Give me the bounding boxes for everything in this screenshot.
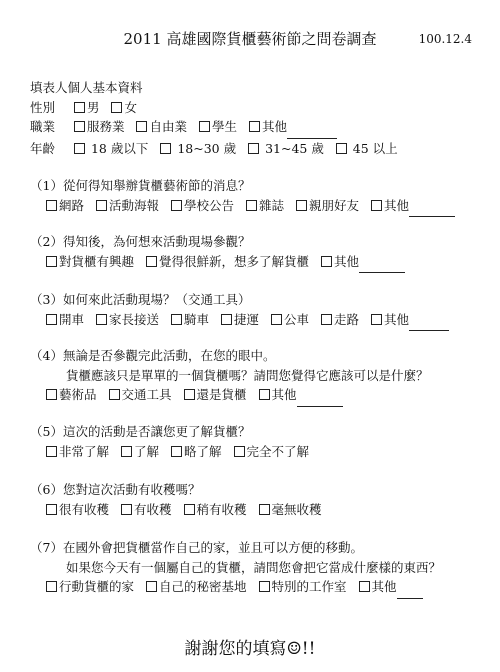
option[interactable] bbox=[184, 502, 247, 517]
checkbox[interactable] bbox=[234, 446, 245, 457]
age-option-31-45[interactable] bbox=[248, 141, 324, 156]
option-label: 網路 bbox=[59, 197, 85, 213]
checkbox[interactable] bbox=[259, 504, 270, 515]
option-label: 覺得很鮮新，想多了解貨櫃 bbox=[159, 253, 310, 269]
checkbox[interactable] bbox=[171, 314, 182, 325]
option-other[interactable] bbox=[371, 312, 449, 327]
option-label: 藝術品 bbox=[59, 387, 97, 402]
option[interactable] bbox=[221, 312, 259, 327]
basic-info-heading: 填表人個人基本資料 bbox=[30, 80, 143, 95]
option[interactable] bbox=[259, 579, 347, 594]
question-text: （7）在國外會把貨櫃當作自己的家，並且可以方便的移動。 bbox=[30, 540, 363, 555]
checkbox[interactable] bbox=[46, 504, 57, 515]
option[interactable] bbox=[121, 444, 159, 459]
option[interactable] bbox=[184, 387, 247, 402]
checkbox[interactable] bbox=[359, 581, 370, 592]
checkbox[interactable] bbox=[46, 314, 57, 325]
option[interactable] bbox=[96, 198, 159, 213]
checkbox[interactable] bbox=[136, 121, 147, 132]
option-label: 交通工具 bbox=[121, 387, 172, 402]
option-label: 學生 bbox=[211, 119, 237, 134]
question-subtext: 如果您今天有一個屬自己的貨櫃，請問您會把它當成什麼樣的東西？ bbox=[66, 559, 442, 575]
question-options bbox=[30, 442, 317, 462]
checkbox[interactable] bbox=[111, 102, 122, 113]
option-label: 其他 bbox=[371, 579, 397, 594]
gender-row bbox=[30, 98, 406, 118]
question-text: （1）從何得知舉辦貨櫃藝術節的消息？ bbox=[30, 178, 251, 193]
fill-in-blank[interactable] bbox=[409, 311, 449, 332]
option-label: 公車 bbox=[284, 311, 310, 327]
option-label: 自己的秘密基地 bbox=[159, 579, 247, 594]
option-label: 毫無收穫 bbox=[271, 501, 322, 517]
checkbox[interactable] bbox=[221, 314, 232, 325]
checkbox[interactable] bbox=[371, 200, 382, 211]
option-other[interactable] bbox=[371, 198, 455, 213]
checkbox[interactable] bbox=[109, 389, 120, 400]
checkbox[interactable] bbox=[246, 200, 257, 211]
question-options bbox=[30, 196, 463, 218]
checkbox[interactable] bbox=[296, 200, 307, 211]
option[interactable] bbox=[121, 502, 172, 517]
option-label: 18 歲以下 bbox=[90, 140, 149, 156]
option[interactable] bbox=[146, 579, 247, 594]
question-options bbox=[30, 252, 413, 274]
option[interactable] bbox=[259, 502, 322, 517]
checkbox[interactable] bbox=[46, 581, 57, 592]
gender-option-female[interactable] bbox=[111, 100, 137, 115]
question-subtext: 貨櫃應該只是單單的一個貨櫃嗎？請問您覺得它應該可以是什麼？ bbox=[66, 367, 429, 383]
option-label: 雜誌 bbox=[259, 197, 285, 213]
question-5 bbox=[30, 422, 317, 461]
option[interactable] bbox=[46, 387, 97, 402]
option-label: 行動貨櫃的家 bbox=[59, 579, 135, 594]
job-option-student[interactable] bbox=[199, 119, 237, 134]
checkbox[interactable] bbox=[184, 389, 195, 400]
checkbox[interactable] bbox=[46, 256, 57, 267]
option[interactable] bbox=[146, 254, 309, 269]
option-label: 自由業 bbox=[149, 119, 187, 134]
checkbox[interactable] bbox=[74, 143, 85, 154]
age-row bbox=[30, 139, 406, 159]
page-title: 2011 高雄國際貨櫃藝術節之問卷調查 bbox=[123, 30, 377, 48]
option-label: 女 bbox=[124, 99, 137, 115]
checkbox[interactable] bbox=[46, 200, 57, 211]
option-label: 家長接送 bbox=[109, 311, 160, 327]
question-6 bbox=[30, 480, 330, 519]
option-label: 有收穫 bbox=[134, 501, 172, 517]
question-3 bbox=[30, 290, 457, 331]
option-label: 開車 bbox=[59, 311, 85, 327]
option-label: 捷運 bbox=[234, 311, 260, 327]
checkbox[interactable] bbox=[371, 314, 382, 325]
option-label: 其他 bbox=[261, 119, 287, 134]
fill-in-blank[interactable] bbox=[397, 578, 423, 599]
checkbox[interactable] bbox=[271, 314, 282, 325]
question-text: （3）如何來此活動現場？（交通工具） bbox=[30, 292, 251, 307]
option-label: 特別的工作室 bbox=[271, 579, 347, 594]
checkbox[interactable] bbox=[249, 121, 260, 132]
checkbox[interactable] bbox=[184, 504, 195, 515]
checkbox[interactable] bbox=[321, 314, 332, 325]
option-label: 31~45 歲 bbox=[265, 140, 324, 156]
checkbox[interactable] bbox=[248, 143, 259, 154]
checkbox[interactable] bbox=[74, 121, 85, 132]
checkbox[interactable] bbox=[96, 200, 107, 211]
checkbox[interactable] bbox=[160, 143, 171, 154]
option-label: 還是貨櫃 bbox=[196, 387, 247, 402]
question-7 bbox=[30, 538, 441, 599]
option-label: 非常了解 bbox=[59, 443, 110, 459]
option-label: 18~30 歲 bbox=[177, 140, 237, 156]
option[interactable] bbox=[46, 444, 109, 459]
option[interactable] bbox=[46, 579, 134, 594]
option[interactable] bbox=[171, 312, 209, 327]
option[interactable] bbox=[171, 444, 222, 459]
checkbox[interactable] bbox=[74, 102, 85, 113]
checkbox[interactable] bbox=[121, 446, 132, 457]
age-option-over-45[interactable] bbox=[336, 141, 398, 156]
question-options bbox=[30, 385, 429, 407]
option-label: 其他 bbox=[271, 387, 297, 402]
option-label: 其他 bbox=[384, 197, 410, 213]
fill-in-blank[interactable] bbox=[297, 386, 343, 407]
checkbox[interactable] bbox=[46, 446, 57, 457]
question-2 bbox=[30, 232, 413, 273]
option-label: 很有收穫 bbox=[59, 501, 110, 517]
checkbox[interactable] bbox=[171, 200, 182, 211]
job-option-freelance[interactable] bbox=[136, 119, 187, 134]
question-text: （2）得知後，為何想來活動現場參觀？ bbox=[30, 234, 251, 249]
thank-you-message: 謝謝您的填寫☺!! bbox=[184, 639, 316, 659]
question-text: （5）這次的活動是否讓您更了解貨櫃？ bbox=[30, 424, 251, 439]
checkbox[interactable] bbox=[259, 389, 270, 400]
option[interactable] bbox=[46, 312, 84, 327]
gender-option-male[interactable] bbox=[74, 100, 100, 115]
checkbox[interactable] bbox=[46, 389, 57, 400]
question-text: （6）您對這次活動有收穫嗎？ bbox=[30, 482, 201, 497]
option[interactable] bbox=[109, 387, 172, 402]
age-label: 年齡 bbox=[30, 140, 56, 156]
option[interactable] bbox=[246, 198, 284, 213]
survey-date: 100.12.4 bbox=[418, 32, 472, 46]
option-other[interactable] bbox=[259, 387, 343, 402]
question-options bbox=[30, 500, 330, 520]
question-options bbox=[30, 577, 441, 599]
option-label: 其他 bbox=[384, 311, 410, 327]
option-label: 完全不了解 bbox=[246, 443, 310, 459]
checkbox[interactable] bbox=[199, 121, 210, 132]
question-text: （4）無論是否參觀完此活動，在您的眼中。 bbox=[30, 348, 276, 363]
question-4 bbox=[30, 346, 429, 407]
option-other[interactable] bbox=[359, 579, 423, 594]
option-other[interactable] bbox=[321, 254, 405, 269]
option[interactable] bbox=[96, 312, 159, 327]
question-1 bbox=[30, 176, 463, 217]
option-label: 活動海報 bbox=[109, 197, 160, 213]
job-row bbox=[30, 117, 406, 139]
fill-in-blank[interactable] bbox=[409, 197, 455, 218]
checkbox[interactable] bbox=[336, 143, 347, 154]
option[interactable] bbox=[46, 198, 84, 213]
checkbox[interactable] bbox=[259, 581, 270, 592]
option[interactable] bbox=[271, 312, 309, 327]
option-label: 騎車 bbox=[184, 311, 210, 327]
gender-label: 性別 bbox=[30, 99, 56, 115]
age-option-18-30[interactable] bbox=[160, 141, 236, 156]
option-label: 了解 bbox=[134, 443, 160, 459]
basic-info-section bbox=[30, 78, 406, 158]
checkbox[interactable] bbox=[321, 256, 332, 267]
checkbox[interactable] bbox=[146, 581, 157, 592]
option-label: 對貨櫃有興趣 bbox=[59, 253, 135, 269]
job-option-other[interactable] bbox=[249, 119, 337, 134]
option-label: 略了解 bbox=[184, 443, 222, 459]
option-label: 親朋好友 bbox=[309, 197, 360, 213]
checkbox[interactable] bbox=[121, 504, 132, 515]
option-label: 稍有收穫 bbox=[196, 501, 247, 517]
option-label: 走路 bbox=[334, 311, 360, 327]
job-label: 職業 bbox=[30, 119, 56, 134]
checkbox[interactable] bbox=[171, 446, 182, 457]
option[interactable] bbox=[46, 254, 134, 269]
option-label: 其他 bbox=[334, 253, 360, 269]
option[interactable] bbox=[171, 198, 234, 213]
job-option-service[interactable] bbox=[74, 119, 125, 134]
age-option-under-18[interactable] bbox=[74, 141, 148, 156]
checkbox[interactable] bbox=[96, 314, 107, 325]
checkbox[interactable] bbox=[146, 256, 157, 267]
question-options bbox=[30, 310, 457, 332]
fill-in-blank[interactable] bbox=[359, 253, 405, 274]
option-label: 45 以上 bbox=[352, 140, 398, 156]
option[interactable] bbox=[321, 312, 359, 327]
option[interactable] bbox=[296, 198, 359, 213]
fill-in-blank[interactable] bbox=[287, 118, 337, 139]
option[interactable] bbox=[234, 444, 310, 459]
option[interactable] bbox=[46, 502, 109, 517]
option-label: 服務業 bbox=[86, 119, 125, 134]
option-label: 學校公告 bbox=[184, 197, 235, 213]
option-label: 男 bbox=[86, 99, 100, 115]
